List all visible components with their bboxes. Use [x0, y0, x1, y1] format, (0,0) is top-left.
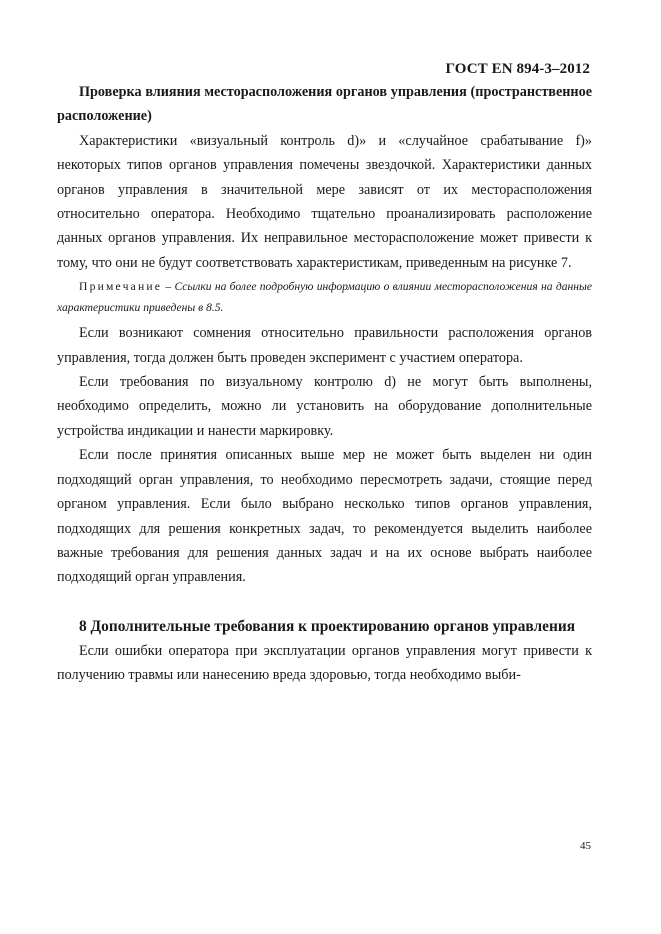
- paragraph-task-review: Если после принятия описанных выше мер не может быть выделен ни один подходящий орган управления, то необходимо пересмотреть задачи, стоящие перед органом управления. Если было выбрано несколько типов органов управления, подходящих для решения конкретных задач, то рекомендуется выделить наиболее важные требования для решения данных задач и на их основе выбрать наиболее подходящий орган управления.: [57, 447, 592, 586]
- paragraph-experiment: Если возникают сомнения относительно правильности расположения органов управления, тогда должен быть проведен эксперимент с участием оператора.: [57, 325, 592, 366]
- document-code-header: ГОСТ EN 894-3–2012: [445, 61, 590, 77]
- note-label: Примечание: [79, 280, 163, 294]
- paragraph-characteristics: Характеристики «визуальный контроль d)» и «случайное срабатывание f)» некоторых типов органов управления помечены звездочкой. Характеристики данных органов управления в значительной мере зависят от их месторасположения относительно оператора. Необходимо тщательно проанализировать расположение данных органов управления. Их неправильное месторасположение может привести к тому, что они не будут соответствовать характеристикам, приведенным на рисунке 7.: [57, 132, 592, 271]
- paragraph-visual-control: Если требования по визуальному контролю d) не могут быть выполнены, необходимо определить, можно ли установить на оборудование дополнительные устройства индикации и нанести маркировку.: [57, 374, 592, 439]
- paragraph-operator-errors: Если ошибки оператора при эксплуатации органов управления могут привести к получению травмы или нанесению вреда здоровью, тогда необходимо выби-: [57, 642, 592, 684]
- note-block: [57, 276, 592, 318]
- section-title: 8 Дополнительные требования к проектированию органов управления: [79, 617, 576, 635]
- page-number: 45: [580, 840, 591, 852]
- note-text: – Ссылки на более подробную информацию о влиянии месторасположения на данные характеристики приведены в 8.5.: [57, 280, 592, 315]
- subsection-title: Проверка влияния месторасположения органов управления (пространственное расположение): [57, 84, 592, 125]
- page-content: [57, 80, 592, 688]
